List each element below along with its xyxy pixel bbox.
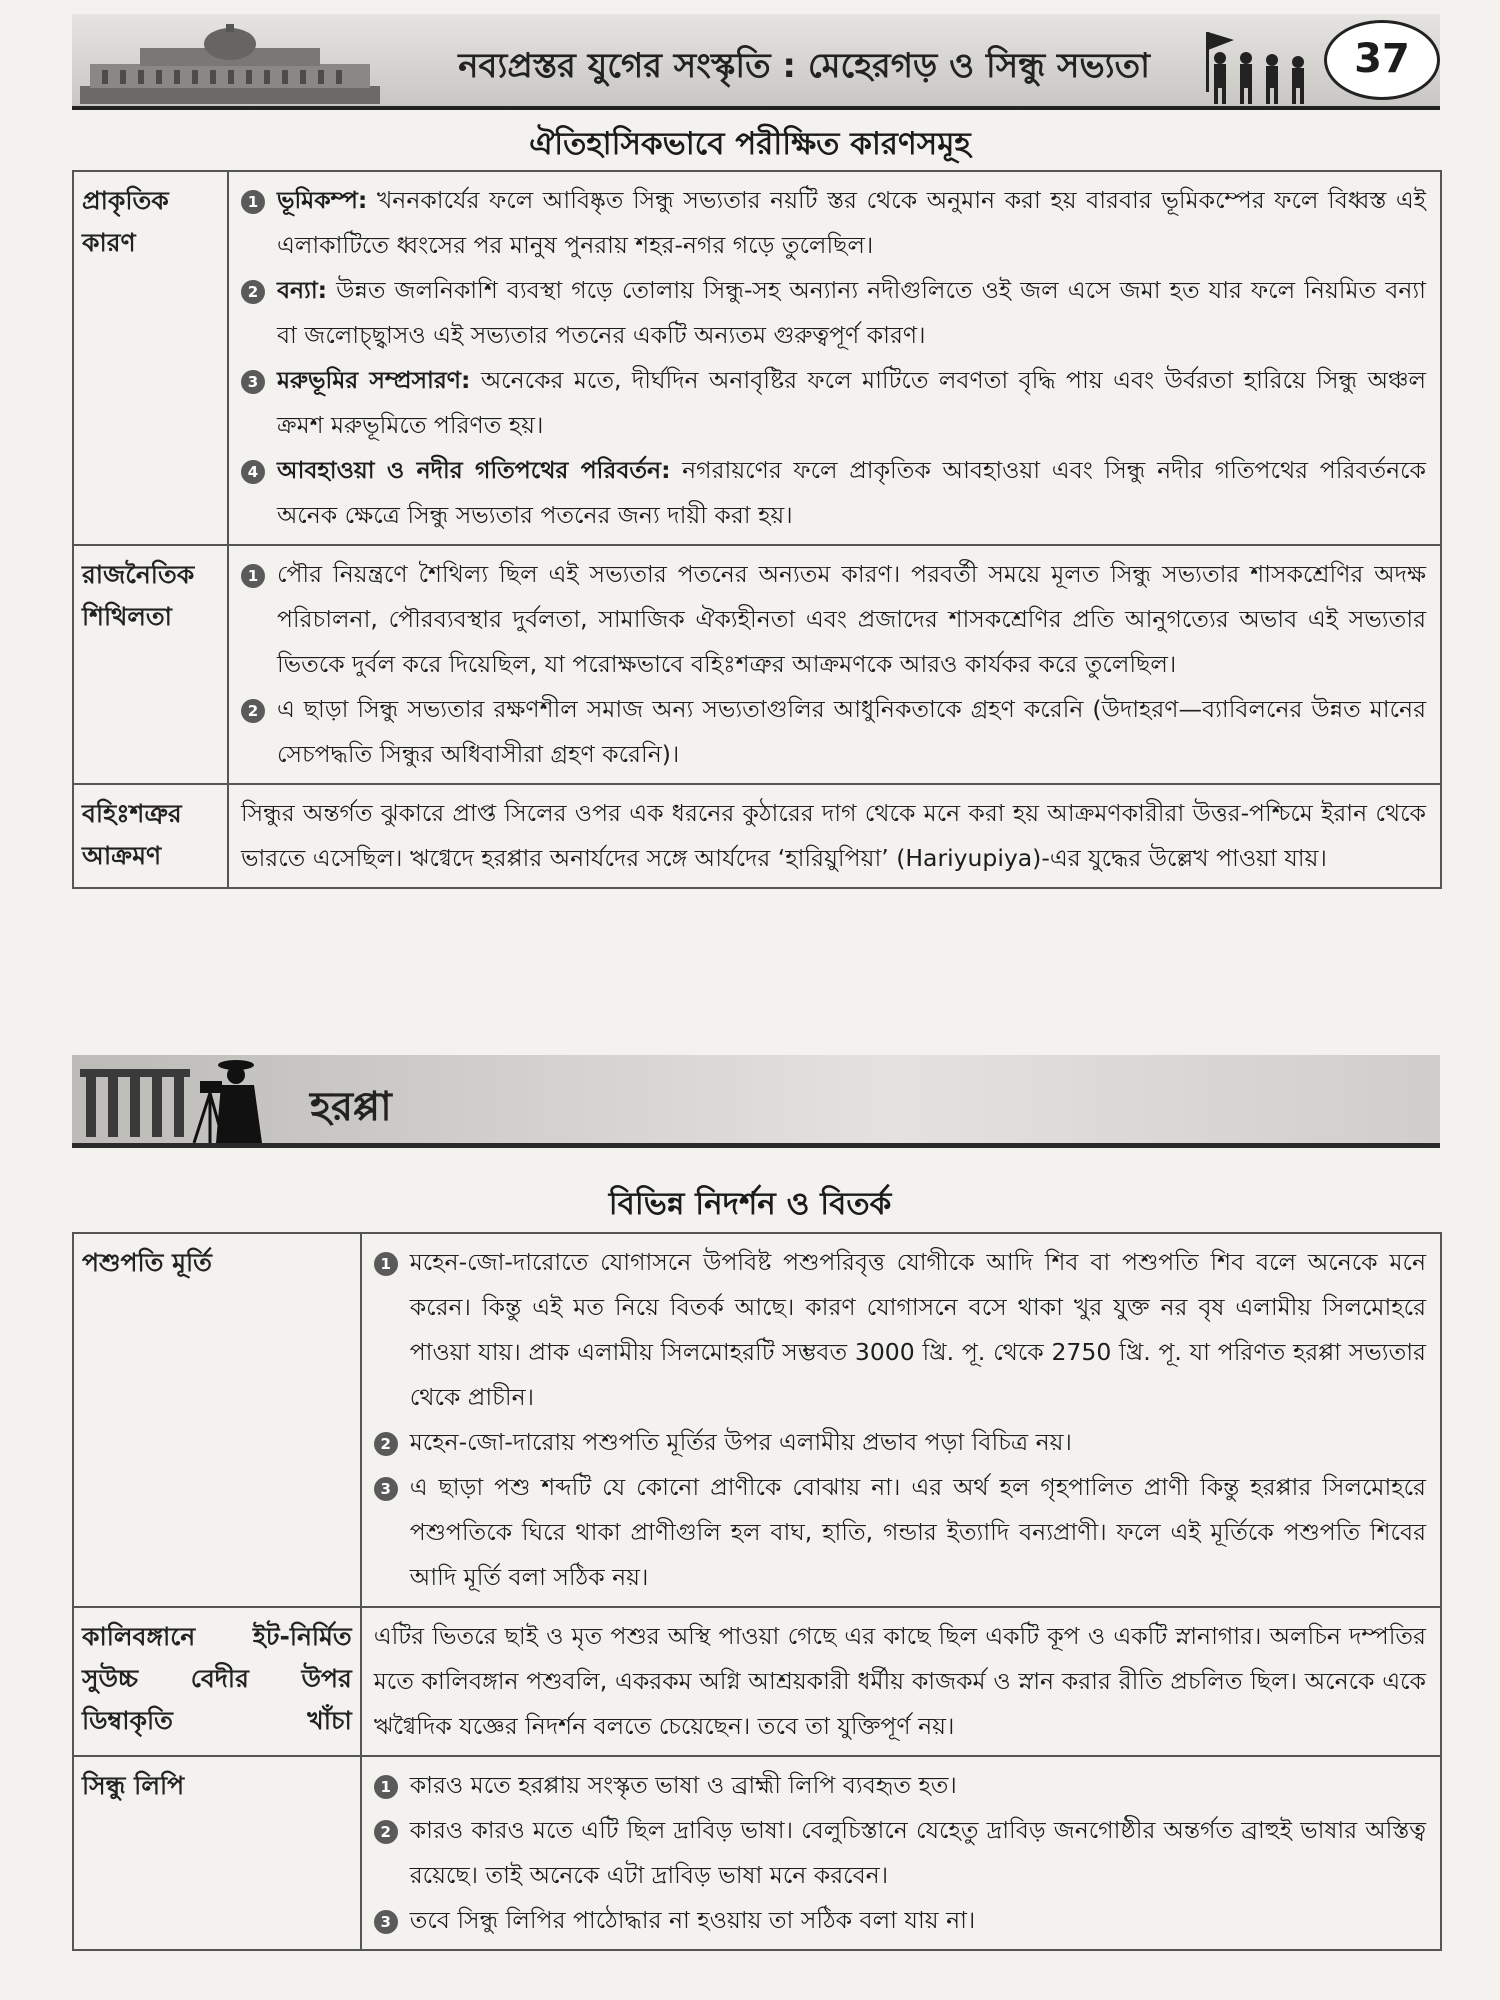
row-content bbox=[228, 171, 1441, 545]
list-item bbox=[241, 687, 1426, 777]
item-text: নগরায়ণের ফলে প্রাকৃতিক আবহাওয়া এবং সিন্ধু নদীর গতিপথের পরিবর্তনকে অনেক ক্ষেত্রে সিন্ধু সভ্যতার পতনের জন্য দায়ী করা হয়। bbox=[276, 456, 1426, 529]
table-row bbox=[73, 1756, 1441, 1950]
section-banner bbox=[72, 1055, 1440, 1148]
photographer-icon bbox=[76, 1055, 286, 1143]
item-text: পৌর নিয়ন্ত্রণে শৈথিল্য ছিল এই সভ্যতার পতনের অন্যতম কারণ। পরবর্তী সময়ে মূলত সিন্ধু সভ্যতার শাসকশ্রেণির অদক্ষ পরিচালনা, পৌরব্যবস্থার দুর্বলতা, সামাজিক ঐক্যহীনতা এবং প্রজাদের শাসকশ্রেণির প্রতি আনুগত্যের অভাব এই সভ্যতার ভিতকে দুর্বল করে দিয়েছিল, যা পরোক্ষভাবে বহিঃশত্রুর আক্রমণকে আরও কার্যকর করে তুলেছিল। bbox=[276, 560, 1426, 678]
list-item bbox=[241, 268, 1426, 358]
number-bullet: 1 bbox=[241, 190, 265, 214]
item-text: এ ছাড়া সিন্ধু সভ্যতার রক্ষণশীল সমাজ অন্য সভ্যতাগুলির আধুনিকতাকে গ্রহণ করেনি (উদাহরণ—ব্যাবিলনের উন্নত মানের সেচপদ্ধতি সিন্ধুর অধিবাসীরা গ্রহণ করেনি)। bbox=[276, 695, 1426, 768]
item-text: মহেন-জো-দারোয় পশুপতি মূর্তির উপর এলামীয় প্রভাব পড়া বিচিত্র নয়। bbox=[409, 1428, 1072, 1456]
item-term: ভূমিকম্প: bbox=[276, 186, 368, 214]
number-bullet: 1 bbox=[374, 1775, 398, 1799]
chapter-title: নব্যপ্রস্তর যুগের সংস্কৃতি : মেহেরগড় ও সিন্ধু সভ্যতা bbox=[458, 46, 1150, 86]
item-text: উন্নত জলনিকাশি ব্যবস্থা গড়ে তোলায় সিন্ধু-সহ অন্যান্য নদীগুলিতে ওই জল এসে জমা হত যার ফলে নিয়মিত বন্যা বা জলোচ্ছ্বাসও এই সভ্যতার পতনের একটি অন্যতম গুরুত্বপূর্ণ কারণ। bbox=[276, 276, 1426, 349]
table-row bbox=[73, 1607, 1441, 1756]
table-row bbox=[73, 545, 1441, 784]
list-item bbox=[374, 1465, 1426, 1600]
list-item bbox=[374, 1763, 1426, 1808]
page-number: 37 bbox=[1324, 20, 1440, 100]
number-bullet: 1 bbox=[241, 564, 265, 588]
section-heading: বিভিন্ন নিদর্শন ও বিতর্ক bbox=[608, 1186, 892, 1222]
item-term: মরুভূমির সম্প্রসারণ: bbox=[276, 366, 471, 394]
row-label: সিন্ধু লিপি bbox=[73, 1756, 361, 1950]
table-row bbox=[73, 784, 1441, 888]
evidence-table bbox=[72, 1232, 1442, 1951]
page-header bbox=[72, 14, 1440, 110]
building-illustration bbox=[80, 24, 380, 104]
table-row bbox=[73, 1233, 1441, 1607]
banner-title: হরপ্পা bbox=[310, 1084, 392, 1130]
list-item bbox=[241, 178, 1426, 268]
number-bullet: 2 bbox=[374, 1432, 398, 1456]
list-item bbox=[241, 552, 1426, 687]
number-bullet: 4 bbox=[241, 460, 265, 484]
number-bullet: 2 bbox=[374, 1820, 398, 1844]
number-bullet: 3 bbox=[374, 1477, 398, 1501]
item-text: খননকার্যের ফলে আবিষ্কৃত সিন্ধু সভ্যতার নয়টি স্তর থেকে অনুমান করা হয় বারবার ভূমিকম্পের ফলে বিধ্বস্ত এই এলাকাটিতে ধ্বংসের পর মানুষ পুনরায় শহর-নগর গড়ে তুলেছিল। bbox=[276, 186, 1426, 259]
list-item bbox=[241, 448, 1426, 538]
row-content: এটির ভিতরে ছাই ও মৃত পশুর অস্থি পাওয়া গেছে এর কাছে ছিল একটি কূপ ও একটি স্নানাগার। অলচিন দম্পতির মতে কালিবঙ্গান পশুবলি, একরকম অগ্নি আশ্রয়কারী ধর্মীয় কাজকর্ম ও স্নান করার রীতি প্রচলিত ছিল। অনেকে একে ঋগ্বৈদিক যজ্ঞের নিদর্শন বলতে চেয়েছেন। তবে তা যুক্তিপূর্ণ নয়। bbox=[361, 1607, 1441, 1756]
section-heading: ঐতিহাসিকভাবে পরীক্ষিত কারণসমূহ bbox=[529, 126, 971, 162]
marching-figures-icon bbox=[1190, 28, 1320, 106]
item-term: বন্যা: bbox=[276, 276, 328, 304]
row-content bbox=[361, 1233, 1441, 1607]
number-bullet: 3 bbox=[374, 1910, 398, 1934]
item-text: কারও মতে হরপ্পায় সংস্কৃত ভাষা ও ব্রাহ্মী লিপি ব্যবহৃত হত। bbox=[409, 1771, 957, 1799]
row-label: রাজনৈতিক শিথিলতা bbox=[73, 545, 228, 784]
item-text: এ ছাড়া পশু শব্দটি যে কোনো প্রাণীকে বোঝায় না। এর অর্থ হল গৃহপালিত প্রাণী কিন্তু হরপ্পার সিলমোহরে পশুপতিকে ঘিরে থাকা প্রাণীগুলি হল বাঘ, হাতি, গন্ডার ইত্যাদি বন্যপ্রাণী। ফলে এই মূর্তিকে পশুপতি শিবের আদি মূর্তি বলা সঠিক নয়। bbox=[409, 1473, 1426, 1591]
list-item bbox=[241, 358, 1426, 448]
number-bullet: 2 bbox=[241, 280, 265, 304]
row-label: প্রাকৃতিক কারণ bbox=[73, 171, 228, 545]
row-label: কালিবঙ্গানে ইট-নির্মিত সুউচ্চ বেদীর উপর ডিম্বাকৃতি খাঁচা bbox=[73, 1607, 361, 1756]
row-content bbox=[228, 545, 1441, 784]
list-item bbox=[374, 1808, 1426, 1898]
causes-table bbox=[72, 170, 1442, 889]
item-text: অনেকের মতে, দীর্ঘদিন অনাবৃষ্টির ফলে মাটিতে লবণতা বৃদ্ধি পায় এবং উর্বরতা হারিয়ে সিন্ধু অঞ্চল ক্রমশ মরুভূমিতে পরিণত হয়। bbox=[276, 366, 1427, 439]
row-label: বহিঃশত্রুর আক্রমণ bbox=[73, 784, 228, 888]
item-text: তবে সিন্ধু লিপির পাঠোদ্ধার না হওয়ায় তা সঠিক বলা যায় না। bbox=[409, 1906, 976, 1934]
number-bullet: 2 bbox=[241, 699, 265, 723]
row-content bbox=[361, 1756, 1441, 1950]
row-label: পশুপতি মূর্তি bbox=[73, 1233, 361, 1607]
item-term: আবহাওয়া ও নদীর গতিপথের পরিবর্তন: bbox=[276, 456, 671, 484]
row-content: সিন্ধুর অন্তর্গত ঝুকারে প্রাপ্ত সিলের ওপর এক ধরনের কুঠারের দাগ থেকে মনে করা হয় আক্রমণকারীরা উত্তর-পশ্চিমে ইরান থেকে ভারতে এসেছিল। ঋগ্বেদে হরপ্পার অনার্যদের সঙ্গে আর্যদের ‘হারিয়ুপিয়া’ (Hariyupiya)-এর যুদ্ধের উল্লেখ পাওয়া যায়। bbox=[228, 784, 1441, 888]
item-text: মহেন-জো-দারোতে যোগাসনে উপবিষ্ট পশুপরিবৃত্ত যোগীকে আদি শিব বা পশুপতি শিব বলে অনেকে মনে করেন। কিন্তু এই মত নিয়ে বিতর্ক আছে। কারণ যোগাসনে বসে থাকা খুর যুক্ত নর বৃষ এলামীয় সিলমোহরে পাওয়া যায়। প্রাক এলামীয় সিলমোহরটি সম্ভবত 3000 খ্রি. পূ. থেকে 2750 খ্রি. পূ. যা পরিণত হরপ্পা সভ্যতার থেকে প্রাচীন। bbox=[409, 1248, 1426, 1411]
list-item bbox=[374, 1898, 1426, 1943]
number-bullet: 1 bbox=[374, 1252, 398, 1276]
list-item bbox=[374, 1420, 1426, 1465]
item-text: কারও কারও মতে এটি ছিল দ্রাবিড় ভাষা। বেলুচিস্তানে যেহেতু দ্রাবিড় জনগোষ্ঠীর অন্তর্গত ব্রাহুই ভাষার অস্তিত্ব রয়েছে। তাই অনেকে এটা দ্রাবিড় ভাষা মনে করবেন। bbox=[409, 1816, 1426, 1889]
number-bullet: 3 bbox=[241, 370, 265, 394]
list-item bbox=[374, 1240, 1426, 1420]
table-row bbox=[73, 171, 1441, 545]
